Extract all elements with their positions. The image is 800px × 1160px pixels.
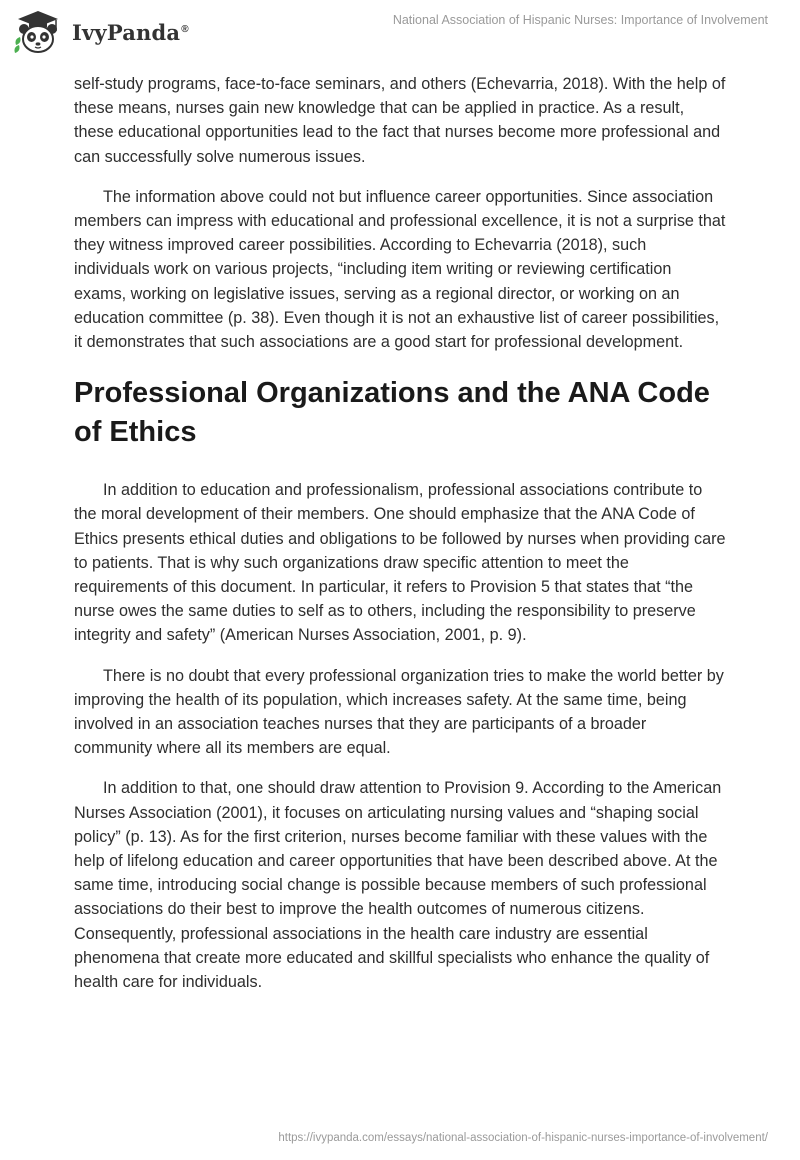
logo-text: IvyPanda® — [72, 19, 189, 45]
document-title: National Association of Hispanic Nurses: Importance of Involvement — [392, 13, 768, 27]
paragraph: In addition to education and professionalism, professional associations contribute to the moral development of their members. One should emphasize that the ANA Code of Ethics presents ethical duties and obligations to be followed by nurses when providing care to patients. That is why such organizations draw specific attention to meet the requirements of this document. In particular, it refers to Provision 5 that states that “the nurse owes the same duties to self as to others, including the responsibility to preserve integrity and safety” (American Nurses Association, 2001, p. 9). — [74, 481, 726, 645]
ivypanda-logo[interactable] — [12, 9, 189, 55]
paragraph: There is no doubt that every professional organization tries to make the world better by improving the health of its population, which increases safety. At the same time, being involved in an association teaches nurses that they are participants of a broader community where all its members are equal. — [74, 666, 724, 758]
essay-body — [74, 72, 726, 1010]
page-header — [0, 0, 800, 62]
paragraph: self-study programs, face-to-face seminars, and others (Echevarria, 2018). With the help of these means, nurses gain new knowledge that can be applied in practice. As a result, these educational opportunities lead to the fact that nurses become more professional and can successfully solve numerous issues. — [74, 75, 726, 166]
section-heading: Professional Organizations and the ANA Code of Ethics — [74, 377, 710, 449]
paragraph: The information above could not but influence career opportunities. Since association members can impress with educational and professional excellence, it is not a surprise that they witness improved career possibilities. According to Echevarria (2018), such individuals work on various projects, “including item writing or reviewing certification exams, working on legislative issues, serving as a regional director, or working on an education committee (p. 38). Even though it is not an exhaustive list of career possibilities, it demonstrates that such associations are a good start for professional development. — [74, 187, 726, 352]
source-url[interactable]: https://ivypanda.com/essays/national-association-of-hispanic-nurses-importance-of-involvement/ — [278, 1132, 768, 1144]
panda-graduate-icon — [12, 9, 64, 55]
paragraph: In addition to that, one should draw attention to Provision 9. According to the American Nurses Association (2001), it focuses on articulating nursing values and “shaping social policy” (p. 13). As for the first criterion, nurses become familiar with these values with the help of lifelong education and career opportunities that have been described above. At the same time, introducing social change is possible because members of such professional associations do their best to improve the health outcomes of numerous citizens. Consequently, professional associations in the health care industry are essential phenomena that create more educated and skillful specialists who enhance the quality of health care for individuals. — [74, 779, 722, 992]
